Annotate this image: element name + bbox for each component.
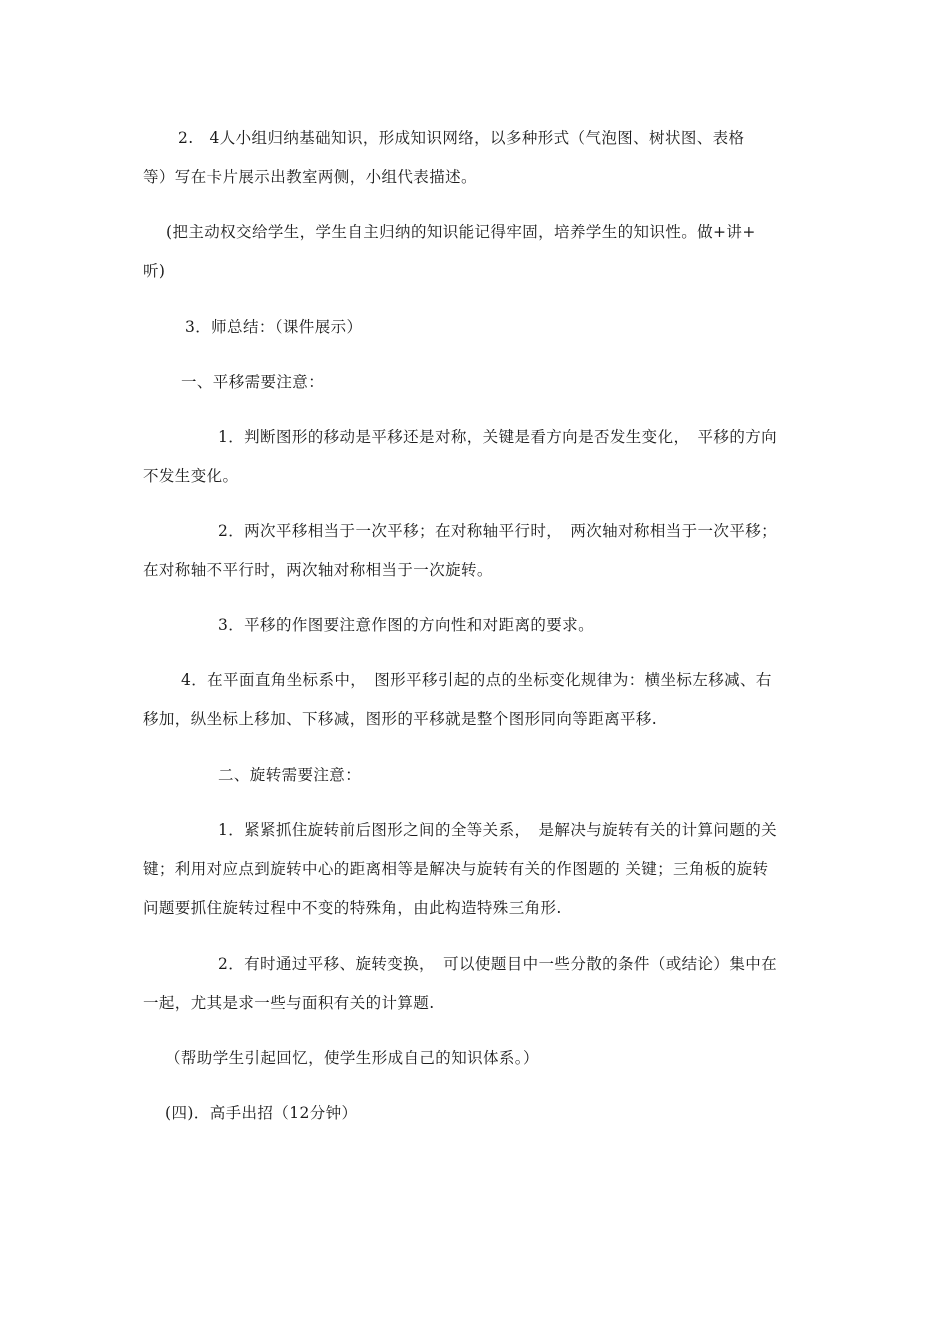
text-line: 不发生变化。: [143, 467, 239, 485]
text-line: 2. 4人小组归纳基础知识，形成知识网络，以多种形式（气泡图、树状图、表格: [178, 129, 745, 147]
text-line: 问题要抓住旋转过程中不变的特殊角，由此构造特殊三角形.: [143, 899, 562, 917]
text-line: 4．在平面直角坐标系中， 图形平移引起的点的坐标变化规律为：横坐标左移减、右: [181, 671, 772, 689]
text-line: 一起，尤其是求一些与面积有关的计算题.: [143, 994, 435, 1012]
section-heading: 一、平移需要注意：: [181, 373, 325, 391]
text-line: 1．紧紧抓住旋转前后图形之间的全等关系， 是解决与旋转有关的计算问题的关: [218, 821, 778, 839]
text-line: 键；利用对应点到旋转中心的距离相等是解决与旋转有关的作图题的 关键；三角板的旋转: [143, 860, 769, 878]
section-heading: (四)．高手出招（12分钟）: [165, 1104, 358, 1122]
text-line: 3．平移的作图要注意作图的方向性和对距离的要求。: [218, 616, 594, 634]
text-line: 2．有时通过平移、旋转变换， 可以使题目中一些分散的条件（或结论）集中在: [218, 955, 778, 973]
text-line: 等）写在卡片展示出教室两侧，小组代表描述。: [143, 168, 477, 186]
text-line: 移加，纵坐标上移加、下移减，图形的平移就是整个图形同向等距离平移.: [143, 710, 658, 728]
text-line: 2．两次平移相当于一次平移；在对称轴平行时， 两次轴对称相当于一次平移；: [218, 522, 778, 540]
text-line: 听): [143, 262, 166, 280]
text-line: (把主动权交给学生，学生自主归纳的知识能记得牢固，培养学生的知识性。做+讲+: [166, 223, 756, 241]
section-heading: 二、旋转需要注意：: [218, 766, 362, 784]
text-line: 3．师总结：（课件展示）: [185, 318, 363, 336]
text-line: 在对称轴不平行时，两次轴对称相当于一次旋转。: [143, 561, 493, 579]
text-line: 1．判断图形的移动是平移还是对称，关键是看方向是否发生变化， 平移的方向: [218, 428, 778, 446]
text-line: （帮助学生引起回忆，使学生形成自己的知识体系。）: [165, 1049, 539, 1067]
